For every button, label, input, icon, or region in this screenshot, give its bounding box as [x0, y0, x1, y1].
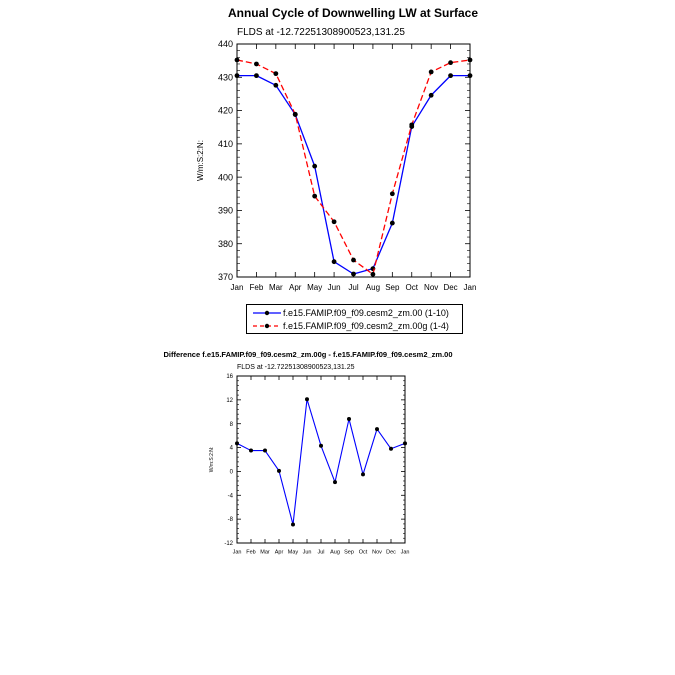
c2-series-1-point: [291, 523, 295, 527]
c1-ytick-label: 420: [217, 105, 233, 116]
c2-series-1-point: [235, 441, 239, 445]
c1-series-1-point: [448, 73, 453, 78]
c2-xtick-label: May: [287, 549, 299, 556]
c2-ytick-label: 4: [229, 445, 233, 452]
c2-plot-frame: [237, 376, 405, 543]
c2-xtick-label: Jul: [317, 549, 325, 556]
c1-ytick-label: 370: [217, 272, 233, 283]
legend-swatch-series-2: [251, 320, 283, 332]
c2-ytick-label: -8: [227, 517, 233, 524]
c2-title: Difference f.e15.FAMIP.f09_f09.cesm2_zm.00g - f.e15.FAMIP.f09_f09.cesm2_zm.00: [163, 350, 453, 359]
c2-xtick-label: Sep: [344, 549, 354, 556]
c1-xtick-label: Dec: [443, 283, 458, 292]
c1-ytick-label: 430: [217, 72, 233, 83]
c1-series-2-point: [371, 272, 376, 277]
c1-series-2-point: [409, 122, 414, 127]
c2-ytick-label: 12: [226, 397, 233, 404]
c2-ytick-label: 0: [229, 469, 233, 476]
c1-series-2-point: [429, 70, 434, 75]
c1-ytick-label: 390: [217, 205, 233, 216]
c1-ytick-label: 440: [217, 39, 233, 50]
c1-series-2-point: [448, 60, 453, 65]
c1-series-2-point: [312, 194, 317, 199]
c2-series-1-line: [237, 399, 405, 524]
c2-xtick-label: Dec: [386, 549, 396, 556]
c2-ytick-label: -4: [227, 493, 233, 500]
c2-xtick-label: Aug: [330, 549, 340, 556]
c1-series-2-point: [332, 219, 337, 224]
c1-xtick-label: Aug: [365, 283, 381, 292]
c1-series-1-point: [332, 259, 337, 264]
c1-xtick-label: Nov: [424, 283, 439, 292]
c2-series-1-point: [403, 441, 407, 445]
c1-series-1-point: [254, 73, 259, 78]
c2-series-1-point: [277, 469, 281, 473]
c1-xtick-label: Apr: [289, 283, 302, 292]
c1-subtitle: FLDS at -12.72251308900523,131.25: [237, 27, 405, 38]
c1-series-1-point: [235, 73, 240, 78]
c1-ytick-label: 400: [217, 172, 233, 183]
c1-ytick-label: 380: [217, 238, 233, 249]
c1-plot-frame: [237, 44, 470, 277]
c1-series-2-point: [273, 71, 278, 76]
c1-xtick-label: Mar: [268, 283, 283, 292]
c2-series-1-point: [361, 472, 365, 476]
c2-xtick-label: Feb: [246, 549, 256, 556]
c1-series-1-point: [390, 221, 395, 226]
c1-series-1-point: [312, 164, 317, 169]
c2-series-1-point: [347, 417, 351, 421]
c2-xtick-label: Jun: [302, 549, 312, 556]
c1-series-2-point: [351, 258, 356, 263]
c1-xtick-label: Feb: [249, 283, 264, 292]
chart1-legend: [246, 304, 463, 334]
c2-series-1-point: [375, 427, 379, 431]
c1-series-2-point: [390, 191, 395, 196]
c1-ylabel: W/m:S:2:N:: [196, 140, 205, 181]
c2-ytick-label: -12: [224, 541, 233, 548]
c2-ylabel: W/m:S:2:N:: [209, 446, 215, 473]
legend-swatch-series-1: [251, 307, 283, 319]
c1-series-1-line: [237, 76, 470, 274]
c2-series-1-point: [305, 397, 309, 401]
c1-series-1-point: [273, 83, 278, 88]
c1-xtick-label: Jan: [463, 283, 477, 292]
c2-xtick-label: Oct: [358, 549, 368, 556]
c1-series-1-point: [351, 272, 356, 277]
c1-xtick-label: Jun: [327, 283, 341, 292]
c1-xtick-label: Sep: [385, 283, 400, 292]
c2-series-1-point: [249, 449, 253, 453]
c2-ytick-label: 16: [226, 374, 233, 381]
c2-series-1-point: [333, 480, 337, 484]
c2-xtick-label: Jan: [400, 549, 410, 556]
c1-ytick-label: 410: [217, 139, 233, 150]
c2-xtick-label: Apr: [274, 549, 284, 556]
c1-series-1-point: [429, 93, 434, 98]
c1-xtick-label: Oct: [405, 283, 418, 292]
legend-label-series-2: f.e15.FAMIP.f09_f09.cesm2_zm.00g (1-4): [283, 321, 449, 331]
c2-xtick-label: Mar: [260, 549, 270, 556]
c2-series-1-point: [319, 444, 323, 448]
c2-xtick-label: Jan: [232, 549, 242, 556]
c1-series-2-point: [468, 58, 473, 63]
c2-ytick-label: 8: [229, 421, 233, 428]
c1-xtick-label: Jan: [230, 283, 244, 292]
c1-title: Annual Cycle of Downwelling LW at Surface: [227, 6, 479, 20]
legend-entry-series-2: [247, 320, 462, 334]
c2-series-1-point: [263, 449, 267, 453]
legend-label-series-1: f.e15.FAMIP.f09_f09.cesm2_zm.00 (1-10): [283, 308, 449, 318]
c1-xtick-label: Jul: [348, 283, 359, 292]
c1-series-2-point: [293, 112, 298, 117]
c2-series-1-point: [389, 447, 393, 451]
c2-subtitle: FLDS at -12.72251308900523,131.25: [237, 364, 355, 371]
c1-series-1-point: [468, 73, 473, 78]
c1-series-2-point: [235, 58, 240, 63]
c1-xtick-label: May: [307, 283, 323, 292]
legend-entry-series-1: [247, 307, 462, 321]
c1-series-2-point: [254, 62, 259, 67]
c2-xtick-label: Nov: [372, 549, 382, 556]
